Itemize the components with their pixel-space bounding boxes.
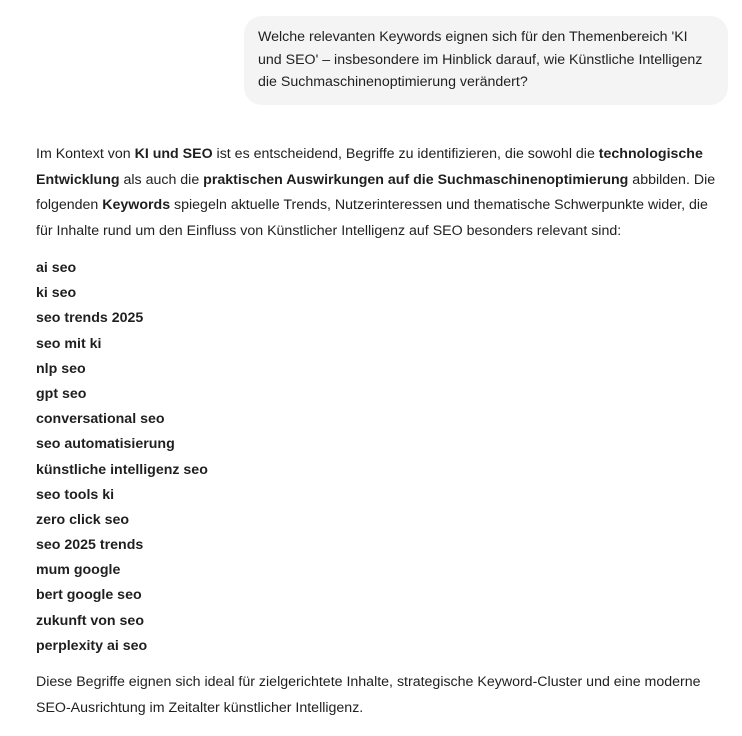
keyword-item: zukunft von seo <box>36 612 144 629</box>
intro-text-4: abbilden. Die folgenden <box>36 171 716 213</box>
keyword-item: gpt seo <box>36 385 87 402</box>
keyword-item: nlp seo <box>36 360 86 377</box>
intro-text-3: als auch die <box>119 171 204 188</box>
intro-bold-ki-und-seo: KI und SEO <box>134 146 213 162</box>
intro-text-1: Im Kontext von <box>36 146 135 162</box>
intro-text-2: ist es entscheidend, Begriffe zu identifizieren, die sowohl die <box>212 146 599 162</box>
keyword-item: seo automatisierung <box>36 436 175 453</box>
keyword-item: ki seo <box>36 285 77 302</box>
intro-text-5: spiegeln aktuelle Trends, Nutzerinteressen und thematische Schwerpunkte wider, die für Inhalte rund um den Einfluss von Künstlicher Intelligenz auf SEO besonders relevant sind: <box>36 197 708 239</box>
keyword-item: seo 2025 trends <box>36 537 144 554</box>
keyword-item: perplexity ai seo <box>36 637 148 654</box>
user-message-row <box>244 16 728 105</box>
keyword-item: zero click seo <box>36 511 130 528</box>
keyword-list <box>36 256 726 659</box>
intro-bold-praktische-auswirkungen: praktischen Auswirkungen auf die Suchmaschinenoptimierung <box>203 171 629 188</box>
intro-bold-keywords: Keywords <box>102 197 171 213</box>
keyword-item: künstliche intelligenz seo <box>36 461 208 478</box>
assistant-intro-paragraph <box>36 142 726 244</box>
keyword-item: seo tools ki <box>36 486 115 503</box>
keyword-item: seo trends 2025 <box>36 310 144 327</box>
assistant-outro-paragraph: Diese Begriffe eignen sich ideal für zielgerichtete Inhalte, strategische Keyword-Cluster und eine moderne SEO-Ausrichtung im Zeitalter künstlicher Intelligenz. <box>36 674 701 716</box>
user-message-bubble <box>244 16 728 105</box>
user-message-text: Welche relevanten Keywords eignen sich für den Themenbereich 'KI und SEO' – insbesondere im Hinblick darauf, wie Künstliche Intelligenz die Suchmaschinenoptimierung verändert? <box>258 29 703 90</box>
keyword-item: bert google seo <box>36 587 142 604</box>
keyword-item: ai seo <box>36 260 77 276</box>
keyword-item: conversational seo <box>36 411 165 428</box>
assistant-message <box>36 142 726 721</box>
keyword-item: mum google <box>36 562 121 579</box>
keyword-item: seo mit ki <box>36 335 102 352</box>
intro-bold-technologische-entwicklung: technologische Entwicklung <box>36 146 703 188</box>
